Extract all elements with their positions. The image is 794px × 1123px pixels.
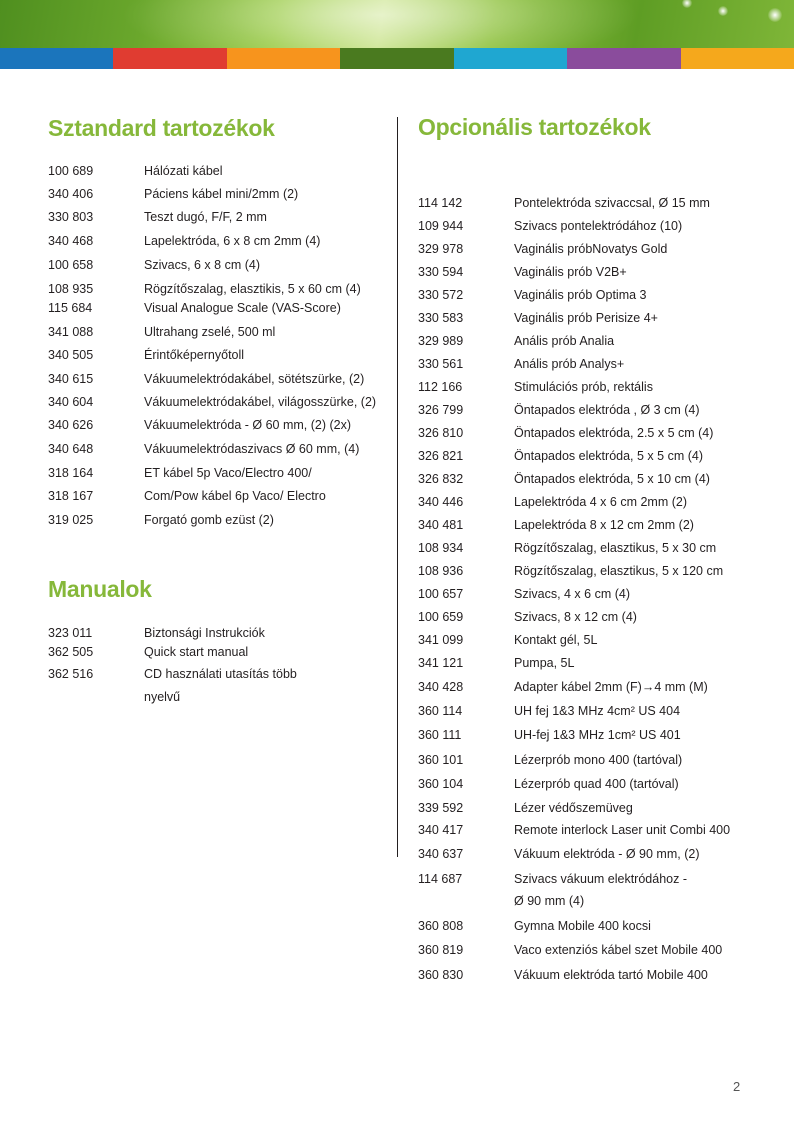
item-code: 341 088 — [48, 325, 94, 339]
banner-sparkle — [768, 8, 782, 22]
item-description: Szivacs, 8 x 12 cm (4) — [514, 610, 637, 624]
item-code: 100 689 — [48, 164, 94, 178]
item-description: Anális prób Analia — [514, 334, 615, 348]
item-description: Érintőképernyőtoll — [144, 348, 245, 362]
item-code: 326 810 — [418, 426, 464, 440]
color-stripe — [340, 48, 453, 69]
item-code: 330 594 — [418, 265, 464, 279]
item-description: Szivacs, 4 x 6 cm (4) — [514, 587, 630, 601]
item-code: 100 659 — [418, 610, 464, 624]
item-description: Vákuum elektróda - Ø 90 mm, (2) — [514, 847, 700, 861]
item-description: Lapelektróda, 6 x 8 cm 2mm (4) — [144, 234, 321, 248]
item-code: 340 637 — [418, 847, 464, 861]
item-description: Vaginális prób Optima 3 — [514, 288, 647, 302]
item-code: 114 142 — [418, 196, 463, 210]
item-code: 330 583 — [418, 311, 464, 325]
item-code: 326 799 — [418, 403, 464, 417]
item-code: 329 978 — [418, 242, 464, 256]
item-description: Vaginális prób V2B+ — [514, 265, 627, 279]
item-description: Kontakt gél, 5L — [514, 633, 598, 647]
item-description: Vákuumelektródaszivacs Ø 60 mm, (4) — [144, 442, 360, 456]
item-code: 360 114 — [418, 704, 463, 718]
item-code: 340 468 — [48, 234, 94, 248]
item-description: Gymna Mobile 400 kocsi — [514, 919, 651, 933]
item-description: Rögzítőszalag, elasztikus, 5 x 30 cm — [514, 541, 717, 555]
item-description: Ø 90 mm (4) — [514, 894, 585, 908]
item-description: Szivacs pontelektródához (10) — [514, 219, 683, 233]
item-code: 323 011 — [48, 626, 93, 640]
item-description: Forgató gomb ezüst (2) — [144, 513, 274, 527]
banner-sparkle — [718, 6, 728, 16]
item-code: 329 989 — [418, 334, 464, 348]
banner-sparkle — [682, 0, 692, 8]
banner-light-swoosh — [120, 0, 640, 48]
item-code: 340 406 — [48, 187, 94, 201]
item-code: 114 687 — [418, 872, 463, 886]
item-description: Stimulációs prób, rektális — [514, 380, 653, 394]
item-description: Hálózati kábel — [144, 164, 223, 178]
item-code: 318 167 — [48, 489, 94, 503]
item-description: Vákuumelektróda - Ø 60 mm, (2) (2x) — [144, 418, 352, 432]
item-code: 326 832 — [418, 472, 464, 486]
item-code: 340 615 — [48, 372, 94, 386]
item-description: Lapelektróda 4 x 6 cm 2mm (2) — [514, 495, 687, 509]
item-description: Biztonsági Instrukciók — [144, 626, 265, 640]
optional-accessories-title: Opcionális tartozékok — [418, 114, 651, 140]
item-description: Rögzítőszalag, elasztikis, 5 x 60 cm (4) — [144, 282, 361, 296]
item-code: 109 944 — [418, 219, 464, 233]
item-description: Adapter kábel 2mm (F)→4 mm (M) — [514, 680, 708, 694]
item-description: Anális prób Analys+ — [514, 357, 625, 371]
item-description: Pontelektróda szivaccsal, Ø 15 mm — [514, 196, 710, 210]
color-stripe — [454, 48, 567, 69]
page-number: 2 — [733, 1079, 741, 1094]
item-description: Rögzítőszalag, elasztikus, 5 x 120 cm — [514, 564, 724, 578]
item-code: 318 164 — [48, 466, 94, 480]
item-description: Pumpa, 5L — [514, 656, 575, 670]
item-description: nyelvű — [144, 690, 181, 704]
item-description: Vaginális próbNovatys Gold — [514, 242, 668, 256]
item-description: Öntapados elektróda, 5 x 5 cm (4) — [514, 449, 703, 463]
item-code: 340 505 — [48, 348, 94, 362]
item-code: 108 935 — [48, 282, 94, 296]
item-description: Szivacs, 6 x 8 cm (4) — [144, 258, 260, 272]
item-code: 360 104 — [418, 777, 464, 791]
item-code: 340 604 — [48, 395, 94, 409]
item-description: Teszt dugó, F/F, 2 mm — [144, 210, 267, 224]
item-description: Öntapados elektróda, 2.5 x 5 cm (4) — [514, 426, 714, 440]
item-description: Vákuum elektróda tartó Mobile 400 — [514, 968, 708, 982]
item-code: 108 936 — [418, 564, 464, 578]
color-stripe — [681, 48, 794, 69]
item-description: Quick start manual — [144, 645, 249, 659]
item-description: Vaginális prób Perisize 4+ — [514, 311, 658, 325]
item-description: Lézer védőszemüveg — [514, 801, 633, 815]
item-code: 112 166 — [418, 380, 463, 394]
item-code: 360 101 — [418, 753, 464, 767]
item-code: 340 446 — [418, 495, 464, 509]
column-divider — [397, 117, 398, 857]
item-description: UH-fej 1&3 MHz 1cm² US 401 — [514, 728, 681, 742]
color-stripe — [227, 48, 340, 69]
item-code: 340 417 — [418, 823, 464, 837]
item-description: Com/Pow kábel 6p Vaco/ Electro — [144, 489, 326, 503]
item-code: 330 561 — [418, 357, 464, 371]
item-code: 362 505 — [48, 645, 94, 659]
item-code: 340 481 — [418, 518, 464, 532]
header-banner — [0, 0, 794, 48]
item-description: Öntapados elektróda , Ø 3 cm (4) — [514, 403, 700, 417]
item-code: 100 657 — [418, 587, 464, 601]
item-code: 360 819 — [418, 943, 464, 957]
item-code: 326 821 — [418, 449, 464, 463]
item-description: Páciens kábel mini/2mm (2) — [144, 187, 299, 201]
item-description: Vaco extenziós kábel szet Mobile 400 — [514, 943, 723, 957]
item-code: 330 572 — [418, 288, 464, 302]
item-description: Lézerprób mono 400 (tartóval) — [514, 753, 683, 767]
color-stripe-bar — [0, 48, 794, 69]
item-code: 115 684 — [48, 301, 93, 315]
color-stripe — [0, 48, 113, 69]
item-description: ET kábel 5p Vaco/Electro 400/ — [144, 466, 312, 480]
item-code: 108 934 — [418, 541, 464, 555]
item-description: UH fej 1&3 MHz 4cm² US 404 — [514, 704, 681, 718]
item-code: 340 648 — [48, 442, 94, 456]
item-description: Szivacs vákuum elektródához - — [514, 872, 687, 886]
item-description: CD használati utasítás több — [144, 667, 297, 681]
item-description: Vákuumelektródakábel, sötétszürke, (2) — [144, 372, 365, 386]
standard-accessories-title: Sztandard tartozékok — [48, 115, 275, 141]
item-code: 360 830 — [418, 968, 464, 982]
item-description: Lapelektróda 8 x 12 cm 2mm (2) — [514, 518, 694, 532]
item-description: Lézerprób quad 400 (tartóval) — [514, 777, 679, 791]
item-description: Vákuumelektródakábel, világosszürke, (2) — [144, 395, 377, 409]
item-code: 100 658 — [48, 258, 94, 272]
item-code: 360 111 — [418, 728, 462, 742]
item-description: Öntapados elektróda, 5 x 10 cm (4) — [514, 472, 710, 486]
item-code: 319 025 — [48, 513, 94, 527]
item-code: 362 516 — [48, 667, 94, 681]
color-stripe — [113, 48, 226, 69]
item-code: 360 808 — [418, 919, 464, 933]
manuals-title: Manualok — [48, 576, 152, 602]
item-code: 341 121 — [418, 656, 464, 670]
item-code: 339 592 — [418, 801, 464, 815]
item-description: Remote interlock Laser unit Combi 400 — [514, 823, 731, 837]
color-stripe — [567, 48, 680, 69]
item-description: Ultrahang zselé, 500 ml — [144, 325, 276, 339]
item-code: 340 428 — [418, 680, 464, 694]
item-code: 340 626 — [48, 418, 94, 432]
item-description: Visual Analogue Scale (VAS-Score) — [144, 301, 341, 315]
item-code: 330 803 — [48, 210, 94, 224]
item-code: 341 099 — [418, 633, 464, 647]
